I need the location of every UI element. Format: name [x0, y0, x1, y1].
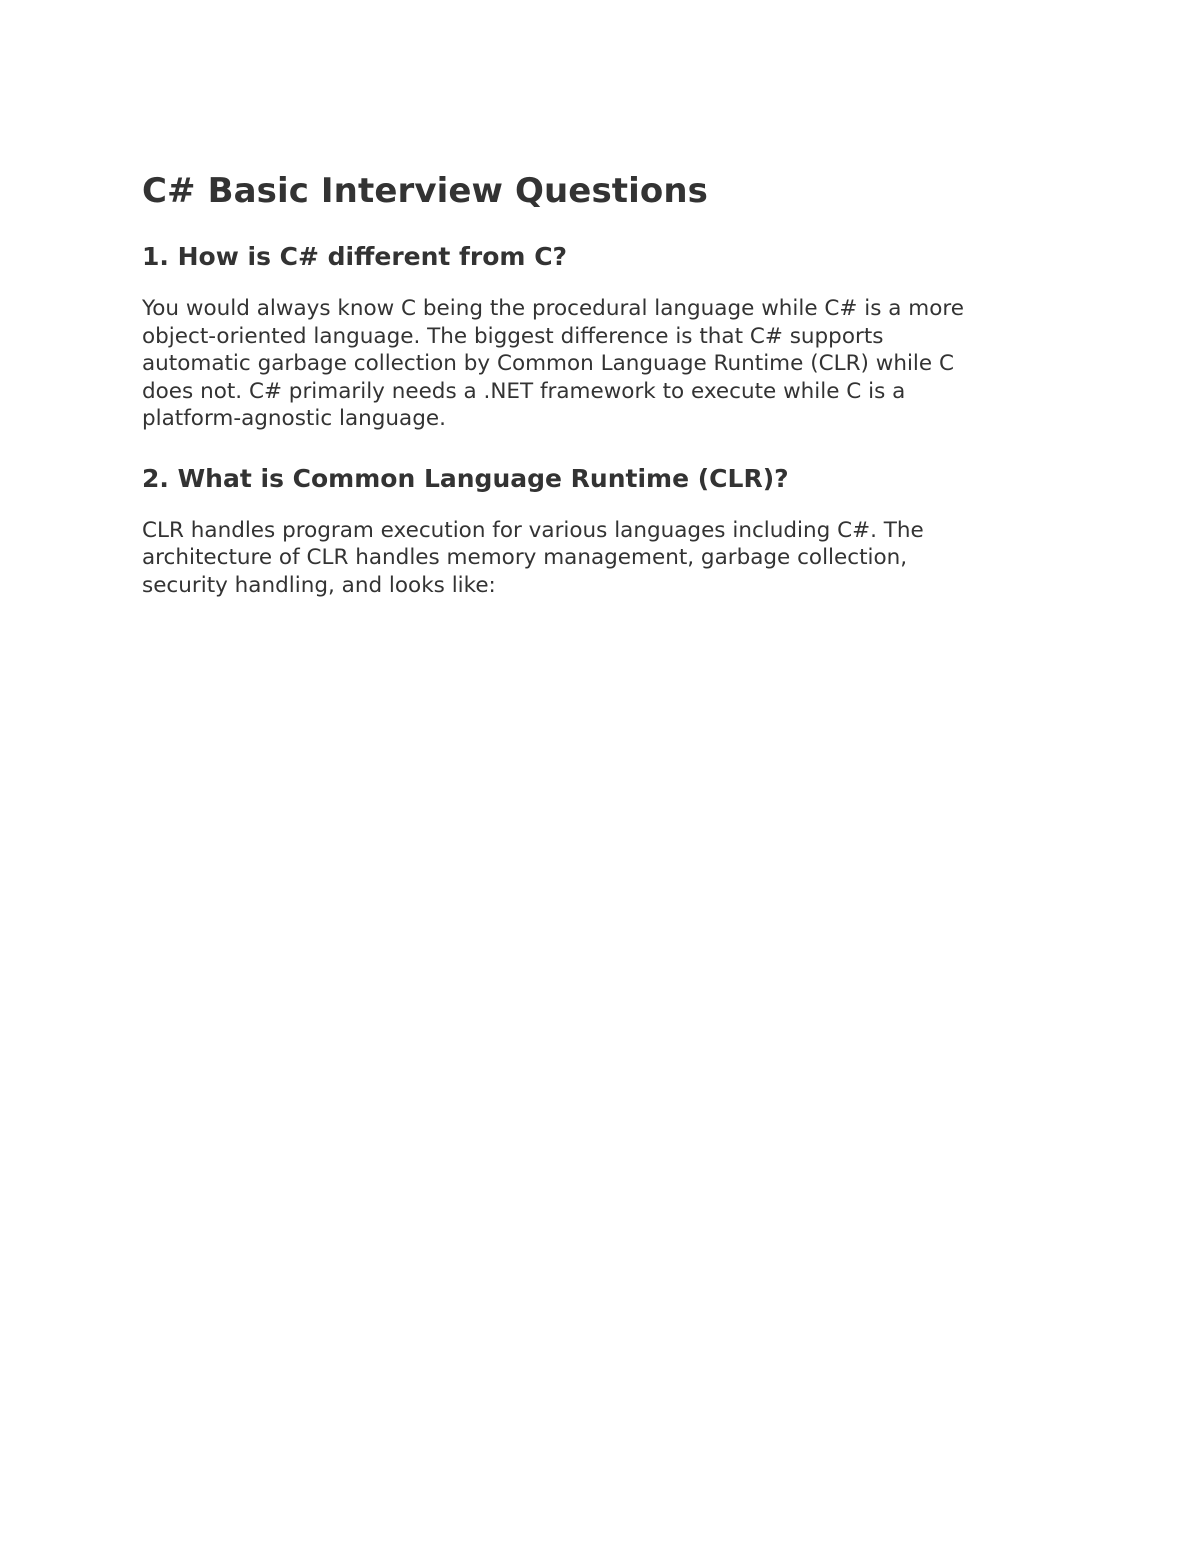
- section-heading: 1. How is C# different from C?: [142, 242, 568, 271]
- document-page: [142, 170, 1062, 599]
- section-paragraph: CLR handles program execution for various languages including C#. The architecture of CLR handles memory management, garbage collection, security handling, and looks like:: [142, 517, 924, 598]
- section-paragraph: You would always know C being the procedural language while C# is a more object-oriented language. The biggest difference is that C# supports automatic garbage collection by Common Language Runtime (CLR) while C does not. C# primarily needs a .NET framework to execute while C is a platform-agnostic language.: [142, 296, 964, 431]
- section-heading: 2. What is Common Language Runtime (CLR)?: [142, 463, 789, 493]
- document-title: C# Basic Interview Questions: [142, 171, 708, 211]
- section-1: [142, 241, 1062, 433]
- section-2: [142, 463, 1062, 600]
